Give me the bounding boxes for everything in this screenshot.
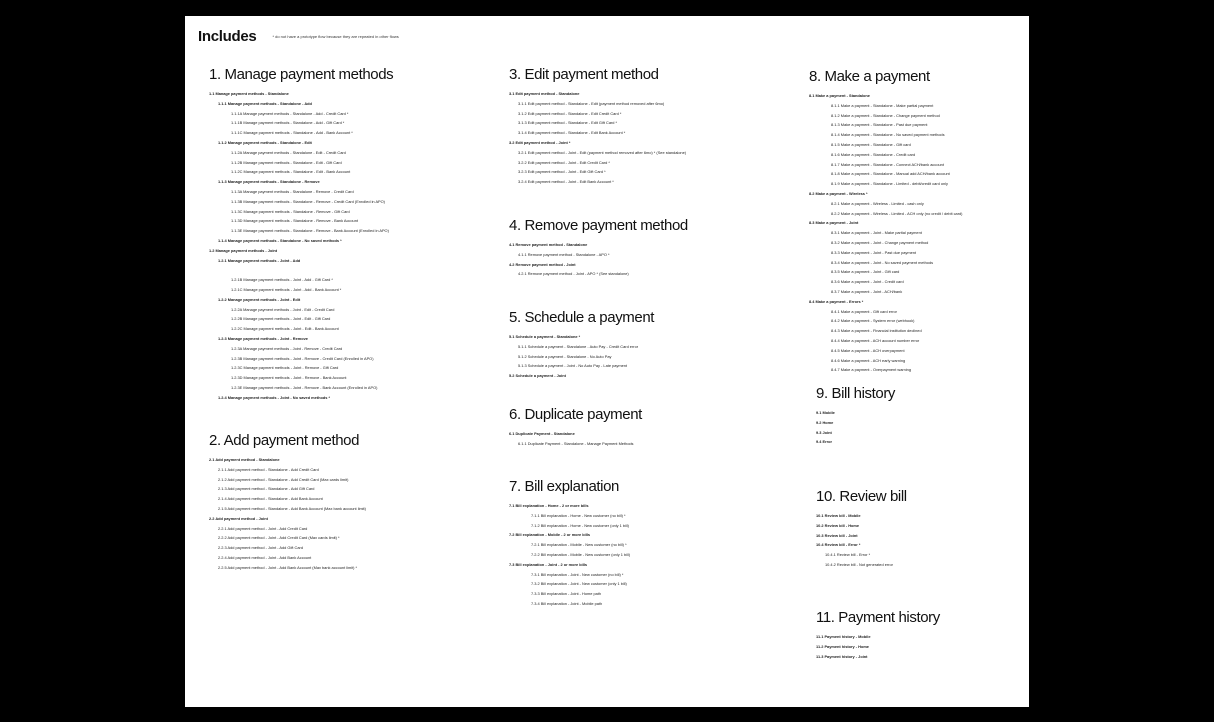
flow-item: 1.1.1C Manage payment methods - Standalone - Add - Bank Account * (231, 130, 353, 136)
flow-item: 1.1.3B Manage payment methods - Standalone - Remove - Credit Card (Enrolled in APO) (231, 198, 385, 204)
flow-item: 4.2.1 Remove payment method - Joint - APO * (See standalone) (518, 271, 629, 277)
flow-item: 8.1.9 Make a payment - Standalone - Limited - debit/credit card only (831, 181, 948, 187)
flow-item: 8.4.7 Make a payment - Overpayment warning (831, 367, 912, 373)
flow-item: 3.2.4 Edit payment method - Joint - Edit Bank Account * (518, 179, 614, 185)
flow-item: 1.1.1B Manage payment methods - Standalone - Add - Gift Card * (231, 120, 345, 126)
flow-item: 8.2.2 Make a payment - Wireless - Limited - ACH only (no credit / debit card) (831, 210, 963, 216)
flow-item: 8.3.1 Make a payment - Joint - Make partial payment (831, 230, 922, 236)
flow-item: 1.2.3A Manage payment methods - Joint - Remove - Credit Card (231, 345, 343, 351)
subsection-heading: 7.2 Bill explanation - Mobile - 2 or more bills (509, 532, 591, 538)
flow-item: 5.1.3 Schedule a payment - Joint - No Auto Pay - Late payment (518, 363, 628, 369)
flow-item: 7.3.1 Bill explanation - Joint - New customer (no bill) * (531, 571, 624, 577)
subsection-heading: 10.2 Review bill - Home (816, 522, 860, 528)
flow-item: 1.1.3D Manage payment methods - Standalone - Remove - Bank Account (231, 218, 358, 224)
flow-item: 8.3.7 Make a payment - Joint - ACH/bank (831, 288, 903, 294)
flow-item: 2.1.5 Add payment method - Standalone - Add Bank Account (Max bank account limit) (218, 505, 366, 511)
subsection-heading: 1.1 Manage payment methods - Standalone (209, 91, 289, 96)
flow-item: 2.2.3 Add payment method - Joint - Add Gift Card (218, 545, 303, 551)
flow-item: 5.1.1 Schedule a payment - Standalone - Auto Pay - Credit Card error (518, 343, 639, 349)
section-title: 1. Manage payment methods (209, 66, 394, 83)
flow-item: 6.1.1 Duplicate Payment - Standalone - Manage Payment Methods (518, 440, 634, 446)
flow-item: 7.1.1 Bill explanation - Home - New customer (no bill) * (531, 512, 626, 518)
flow-item: 7.2.2 Bill explanation - Mobile - New customer (only 1 bill) (531, 551, 631, 557)
flow-item: 8.3.6 Make a payment - Joint - Credit card (831, 279, 904, 285)
flow-item: 8.1.8 Make a payment - Standalone - Manual add ACH/bank account (831, 171, 950, 177)
flow-item: 1.2.2B Manage payment methods - Joint - Edit - Gift Card (231, 316, 331, 322)
section-payment-history (816, 609, 940, 661)
flow-item: 7.3.3 Bill explanation - Joint - Home path (531, 591, 602, 597)
flow-item: 3.1.1 Edit payment method - Standalone - Edit (payment method removed after 6mo) (518, 100, 665, 106)
flow-item: 8.1.6 Make a payment - Standalone - Credit card (831, 151, 916, 157)
subsection-heading: 9.3 Joint (816, 429, 832, 435)
subsection-heading: 1.2.2 Manage payment methods - Joint - Edit (218, 296, 301, 302)
flow-item: 8.1.1 Make a payment - Standalone - Make partial payment (831, 102, 934, 108)
flow-item: 1.1.1A Manage payment methods - Standalone - Add - Credit Card * (231, 110, 349, 116)
flow-item: 1.2.3E Manage payment methods - Joint - Remove - Bank Account (Enrolled in APO) (231, 384, 378, 390)
subsection-heading: 1.1.2 Manage payment methods - Standalone - Edit (218, 139, 312, 145)
section-make-a-payment (809, 68, 962, 375)
section-bill-explanation (509, 478, 630, 609)
flow-item: 8.2.1 Make a payment - Wireless - Limited - cash only (831, 200, 924, 206)
flow-item: 8.4.1 Make a payment - Gift card error (831, 308, 897, 314)
flow-item: 1.2.3C Manage payment methods - Joint - Remove - Gift Card (231, 365, 339, 371)
subsection-heading: 11.3 Payment history - Joint (816, 653, 868, 659)
subsection-heading: 11.2 Payment history - Home (816, 643, 869, 649)
section-duplicate-payment (509, 406, 642, 449)
flow-item: 8.4.4 Make a payment - ACH account number error (831, 337, 920, 343)
section-title: 2. Add payment method (209, 432, 360, 449)
section-title: 7. Bill explanation (509, 478, 619, 495)
subsection-heading: 10.3 Review bill - Joint (816, 532, 858, 538)
section-title: 6. Duplicate payment (509, 406, 642, 423)
flow-item: 7.1.2 Bill explanation - Home - New customer (only 1 bill) (531, 522, 629, 528)
subsection-heading: 1.2 Manage payment methods - Joint (209, 247, 278, 253)
flow-item: 2.1.4 Add payment method - Standalone - Add Bank Account (218, 496, 323, 502)
subsection-heading: 1.1.1 Manage payment methods - Standalone - Add (218, 100, 312, 106)
flow-item: 10.4.1 Review bill - Error * (825, 552, 871, 558)
flow-item: 8.4.3 Make a payment - Financial institution declined (831, 328, 922, 334)
flow-item: 2.2.4 Add payment method - Joint - Add Bank Account (218, 554, 312, 560)
flow-item: 8.4.5 Make a payment - ACH overpayment (831, 347, 905, 353)
flow-item: 1.2.2A Manage payment methods - Joint - Edit - Credit Card (231, 306, 335, 312)
flow-item: 8.4.2 Make a payment - System error (webhook) (831, 318, 915, 324)
flow-item: 1.1.3E Manage payment methods - Standalone - Remove - Bank Account (Enrolled in APO) (231, 228, 389, 234)
flow-item: 2.2.2 Add payment method - Joint - Add Credit Card (Max cards limit) * (218, 535, 340, 541)
flow-item: 3.2.3 Edit payment method - Joint - Edit Gift Card * (518, 169, 606, 175)
subsection-heading: 5.1 Schedule a payment - Standalone * (509, 334, 581, 339)
flow-item: 2.1.1 Add payment method - Standalone - Add Credit Card (218, 466, 319, 472)
subsection-heading: 1.1.4 Manage payment methods - Standalone - No saved methods * (218, 237, 342, 243)
subsection-heading: 2.1 Add payment method - Standalone (209, 457, 280, 462)
section-bill-history (816, 385, 895, 447)
section-title: 10. Review bill (816, 488, 907, 505)
subsection-heading: 7.1 Bill explanation - Home - 2 or more bills (509, 503, 589, 508)
includes-page (185, 16, 1029, 707)
section-manage-payment-methods (209, 66, 393, 403)
subsection-heading: 9.4 Error (816, 439, 833, 445)
subsection-heading: 7.3 Bill explanation - Joint - 2 or more bills (509, 561, 588, 567)
section-title: 5. Schedule a payment (509, 309, 655, 326)
section-title: 8. Make a payment (809, 68, 930, 85)
flow-item: 2.1.3 Add payment method - Standalone - Add Gift Card (218, 486, 315, 492)
flow-item: 8.3.2 Make a payment - Joint - Change payment method (831, 239, 929, 245)
flow-item: 8.1.7 Make a payment - Standalone - Connect ACH/bank account (831, 161, 944, 167)
flow-item: 10.4.2 Review bill - Not generated error (825, 561, 893, 567)
section-edit-payment-method (509, 66, 686, 187)
flow-item: 7.3.4 Bill explanation - Joint - Mobile path (531, 600, 603, 606)
flow-item: 8.1.2 Make a payment - Standalone - Change payment method (831, 112, 940, 118)
flow-item: 5.1.2 Schedule a payment - Standalone - No Auto Pay (518, 353, 612, 359)
subsection-heading: 3.1 Edit payment method - Standalone (509, 91, 580, 96)
subsection-heading: 1.1.3 Manage payment methods - Standalone - Remove (218, 179, 320, 185)
flow-item: 1.1.3C Manage payment methods - Standalone - Remove - Gift Card (231, 208, 350, 214)
flow-item: 8.4.6 Make a payment - ACH early warning (831, 357, 906, 363)
subsection-heading: 6.1 Duplicate Payment - Standalone (509, 431, 575, 436)
subsection-heading: 1.2.4 Manage payment methods - Joint - No saved methods * (218, 394, 330, 400)
flow-item: 8.1.4 Make a payment - Standalone - No saved payment methods (831, 132, 945, 138)
section-add-payment-method (209, 432, 366, 573)
subsection-heading: 9.1 Mobile (816, 410, 835, 415)
flow-item: 8.3.3 Make a payment - Joint - Past due payment (831, 249, 916, 255)
page-title: Includes (198, 28, 257, 45)
subsection-heading: 3.2 Edit payment method - Joint * (509, 139, 571, 145)
subsection-heading: 4.2 Remove payment method - Joint (509, 261, 576, 267)
flow-item: 1.2.1B Manage payment methods - Joint - Add - Gift Card * (231, 277, 333, 283)
flow-item: 1.1.2C Manage payment methods - Standalone - Edit - Bank Account (231, 169, 351, 175)
flow-item: 2.2.5 Add payment method - Joint - Add Bank Account (Max bank account limit) * (218, 564, 358, 570)
subsection-heading: 8.2 Make a payment - Wireless * (809, 190, 868, 196)
flow-item: 1.2.3B Manage payment methods - Joint - Remove - Credit Card (Enrolled in APO) (231, 355, 374, 361)
subsection-heading: 4.1 Remove payment method - Standalone (509, 242, 588, 247)
flow-item: 2.1.2 Add payment method - Standalone - Add Credit Card (Max cards limit) (218, 476, 349, 482)
flow-item: 1.1.3A Manage payment methods - Standalone - Remove - Credit Card (231, 188, 354, 194)
subsection-heading: 2.2 Add payment method - Joint (209, 515, 268, 521)
flow-item: 3.2.1 Edit payment method - Joint - Edit (payment method removed after 6mo) * (See standalone) (518, 149, 687, 155)
flow-item: 3.1.2 Edit payment method - Standalone - Edit Credit Card * (518, 110, 622, 116)
subsection-heading: 8.4 Make a payment - Errors * (809, 298, 864, 304)
flow-item: 8.3.4 Make a payment - Joint - No saved payment methods (831, 259, 934, 265)
section-title: 9. Bill history (816, 385, 896, 402)
section-title: 4. Remove payment method (509, 217, 688, 234)
subsection-heading: 1.2.1 Manage payment methods - Joint - Add (218, 257, 301, 263)
header-note: * do not have a prototype flow because they are repeated in other flows (272, 34, 399, 39)
subsection-heading: 1.2.3 Manage payment methods - Joint - Remove (218, 335, 308, 341)
subsection-heading: 11.1 Payment history - Mobile (816, 634, 871, 639)
flow-item: 7.2.1 Bill explanation - Mobile - New customer (no bill) * (531, 542, 627, 548)
flow-item: 7.3.2 Bill explanation - Joint - New customer (only 1 bill) (531, 581, 627, 587)
flow-item: 8.1.5 Make a payment - Standalone - Gift card (831, 141, 911, 147)
section-schedule-a-payment (509, 309, 654, 381)
subsection-heading: 9.2 Home (816, 419, 834, 425)
flow-item: 8.3.5 Make a payment - Joint - Gift card (831, 269, 900, 275)
flow-item: 1.2.3D Manage payment methods - Joint - Remove - Bank Account (231, 375, 347, 381)
flow-item: 1.2.1C Manage payment methods - Joint - Add - Bank Account * (231, 286, 342, 292)
flow-item: 8.1.3 Make a payment - Standalone - Past due payment (831, 122, 928, 128)
flow-item: 4.1.1 Remove payment method - Standalone - APO * (518, 251, 610, 257)
flow-item: 3.2.2 Edit payment method - Joint - Edit Credit Card * (518, 159, 610, 165)
flow-item (209, 265, 393, 275)
flow-item: 2.2.1 Add payment method - Joint - Add Credit Card (218, 525, 308, 531)
section-review-bill (816, 488, 907, 570)
flow-item: 1.2.2C Manage payment methods - Joint - Edit - Bank Account (231, 326, 339, 332)
section-remove-payment-method (509, 217, 688, 279)
flow-item: 3.1.3 Edit payment method - Standalone - Edit Gift Card * (518, 120, 618, 126)
flow-item: 1.1.2B Manage payment methods - Standalone - Edit - Gift Card (231, 159, 342, 165)
section-title: 11. Payment history (816, 609, 940, 626)
flow-item: 1.1.2A Manage payment methods - Standalone - Edit - Credit Card (231, 149, 346, 155)
section-title: 3. Edit payment method (509, 66, 659, 83)
subsection-heading: 8.1 Make a payment - Standalone (809, 93, 870, 98)
subsection-heading: 10.1 Review bill - Mobile (816, 513, 861, 518)
subsection-heading: 8.3 Make a payment - Joint (809, 220, 859, 226)
flow-item: 3.1.4 Edit payment method - Standalone - Edit Bank Account * (518, 130, 626, 136)
subsection-heading: 5.2 Schedule a payment - Joint (509, 373, 566, 379)
subsection-heading: 10.4 Review bill - Error * (816, 542, 861, 548)
page-header (198, 28, 399, 45)
